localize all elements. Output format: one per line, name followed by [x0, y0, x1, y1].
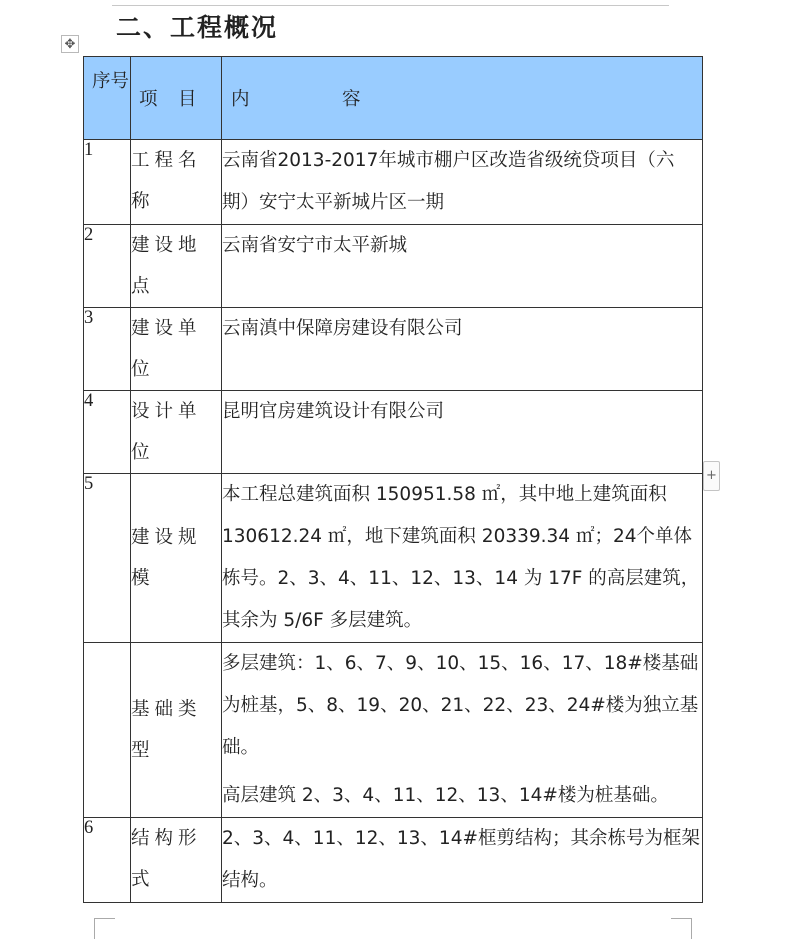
table-row: [84, 225, 703, 308]
table-header-row: [84, 57, 703, 140]
table-row: [84, 818, 703, 903]
row-number-cell[interactable]: [84, 643, 131, 818]
row-number-cell[interactable]: 5: [84, 474, 131, 643]
header-content[interactable]: 内 容: [222, 57, 703, 140]
table-row: [84, 474, 703, 643]
project-overview-table: [83, 56, 703, 903]
row-content-cell[interactable]: [222, 225, 703, 308]
content-paragraph: 2、3、4、11、12、13、14#框剪结构；其余栋号为框架结构。: [222, 828, 700, 891]
row-content-cell[interactable]: [222, 818, 703, 903]
add-column-button[interactable]: +: [703, 461, 720, 491]
row-content-cell[interactable]: [222, 308, 703, 391]
row-number-cell[interactable]: 6: [84, 818, 131, 903]
page-top-rule: [112, 5, 669, 6]
row-number-cell[interactable]: 4: [84, 391, 131, 474]
table-row: [84, 391, 703, 474]
row-item-cell[interactable]: 结构形式: [131, 818, 222, 903]
row-content-cell[interactable]: [222, 643, 703, 818]
content-paragraph: 云南省2013-2017年城市棚户区改造省级统贷项目（六期）安宁太平新城片区一期: [222, 150, 675, 213]
page-corner-mark-right: [671, 918, 692, 939]
row-item-cell[interactable]: 基础类型: [131, 643, 222, 818]
row-content-cell[interactable]: [222, 140, 703, 225]
row-item-cell[interactable]: 建设单位: [131, 308, 222, 391]
row-number-cell[interactable]: 1: [84, 140, 131, 225]
row-item-cell[interactable]: 建设规模: [131, 474, 222, 643]
content-paragraph: 本工程总建筑面积 150951.58 ㎡，其中地上建筑面积 130612.24 ㎡，地下建筑面积 20339.34 ㎡；24个单体栋号。2、3、4、11、12、13、14 为 17F 的高层建筑，其余为 5/6F 多层建筑。: [222, 484, 700, 631]
row-item-cell[interactable]: 工程名称: [131, 140, 222, 225]
content-paragraph: 高层建筑 2、3、4、11、12、13、14#楼为桩基础。: [222, 785, 669, 806]
page-corner-mark-left: [94, 918, 115, 939]
table-row: [84, 308, 703, 391]
table-row: [84, 140, 703, 225]
row-item-cell[interactable]: 建设地点: [131, 225, 222, 308]
row-number-cell[interactable]: 2: [84, 225, 131, 308]
header-item[interactable]: 项 目: [131, 57, 222, 140]
row-number-cell[interactable]: 3: [84, 308, 131, 391]
table-row: [84, 643, 703, 818]
table-move-handle-icon[interactable]: ✥: [61, 35, 79, 53]
row-content-cell[interactable]: [222, 474, 703, 643]
row-content-cell[interactable]: [222, 391, 703, 474]
content-paragraph: 昆明官房建筑设计有限公司: [222, 401, 445, 422]
content-paragraph: 多层建筑：1、6、7、9、10、15、16、17、18#楼基础为桩基，5、8、19、20、21、22、23、24#楼为独立基础。: [222, 653, 699, 758]
content-paragraph: 云南省安宁市太平新城: [222, 235, 408, 256]
content-paragraph: 云南滇中保障房建设有限公司: [222, 318, 463, 339]
row-item-cell[interactable]: 设计单位: [131, 391, 222, 474]
section-heading: 二、工程概况: [116, 13, 279, 42]
header-seq[interactable]: 序号: [84, 57, 131, 140]
